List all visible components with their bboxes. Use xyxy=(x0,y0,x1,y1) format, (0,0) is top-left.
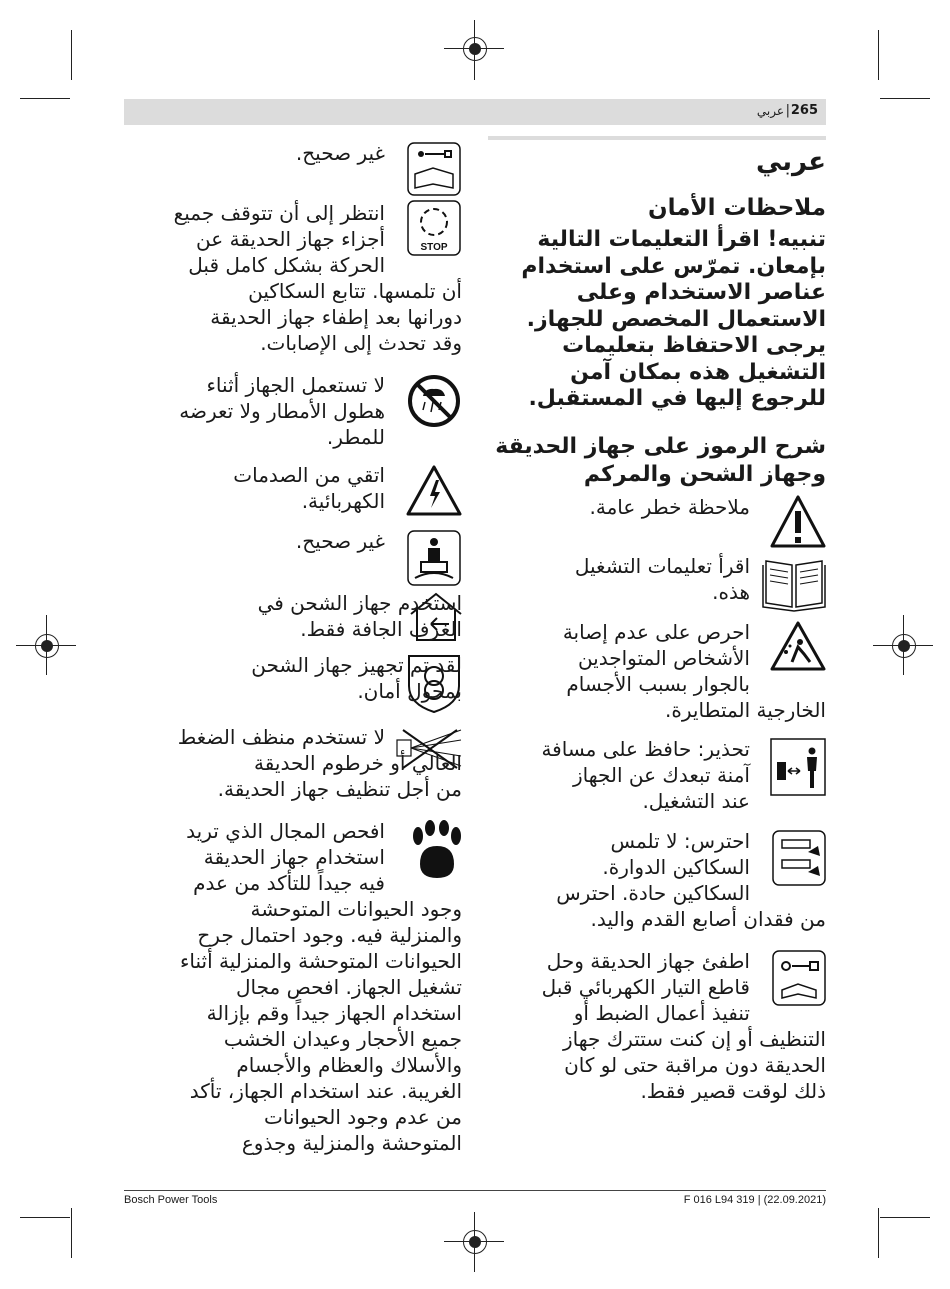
wrong-usage-icon xyxy=(407,142,461,196)
left-no-washer-text: لا تستخدم منظف الضغط xyxy=(177,725,385,749)
symbol-unplug-text: اطفئ جهاز الحديقة وحل قاطع التيار الكهربائي قبل تنفيذ أعمال الضبط أو xyxy=(541,949,750,1025)
symbol-unplug-text-cont: التنظيف أو إن كنت ستترك جهاز الحديقة دون مراقبة حتى لو كان ذلك لوقت قصير فقط. xyxy=(563,1027,826,1103)
symbols-title: شرح الرموز على جهاز الحديقة وجهاز الشحن والمركم xyxy=(495,434,826,487)
general-danger-icon xyxy=(770,494,826,550)
section-title: عربي xyxy=(755,147,826,177)
header-separator: | xyxy=(785,103,790,118)
left-wait-text: انتظر إلى أن تتوقف جميع أجزاء جهاز الحديقة عن الحركة بشكل كامل قبل xyxy=(173,201,385,277)
stop-label: STOP xyxy=(420,242,448,253)
safety-title: ملاحظات الأمان xyxy=(648,195,826,221)
left-transformer-text: لقد تم تجهيز جهاز الشحن بمحول أمان. xyxy=(251,653,462,703)
footer-rule xyxy=(124,1190,826,1191)
page-header xyxy=(124,99,826,125)
electric-shock-icon xyxy=(406,464,462,518)
symbol-safe-distance-text: تحذير: حافظ على مسافة آمنة تبعدك عن الجهاز عند التشغيل. xyxy=(541,737,750,813)
left-wrong-text-2: غير صحيح. xyxy=(295,529,385,553)
safety-warning: تنبيه! اقرأ التعليمات التالية بإمعان. تمرّس على استخدام عناصر الاستخدام وعلى الاستعمال المخصص للجهاز. يرجى الاحتفاظ بتعليمات التشغيل هذه بمكان آمن للرجوع إليها في المستقبل. xyxy=(521,227,826,411)
symbol-bystanders-text: احرص على عدم إصابة الأشخاص المتواجدين بالجوار بسبب الأجسام xyxy=(562,620,750,696)
left-no-washer-text-cont: العالي أو خرطوم الحديقة من أجل تنظيف جهاز الحديقة. xyxy=(217,751,462,801)
symbol-blades-text-cont: من فقدان أصابع القدم واليد. xyxy=(590,907,826,931)
footer-brand: Bosch Power Tools xyxy=(124,1194,218,1206)
left-animals-text-cont: وجود الحيوانات المتوحشة والمنزلية فيه. وجود احتمال جرح الحيوانات المتوحشة والمنزلية أثناء تشغيل الجهاز. افحص مجال استخدام الجهاز جيداً وقم بإزالة جميع الأحجار وعيدان الخشب والأسلاك والعظام والأجسام الغريبة. عند استخدام الجهاز، تأكد من عدم وجود الحيوانات المتوحشة والمنزلية وجذوع xyxy=(179,897,462,1155)
footer-doc-id: F 016 L94 319 | (22.09.2021) xyxy=(683,1194,826,1206)
symbol-general-danger-text: ملاحظة خطر عامة. xyxy=(589,495,750,519)
left-animals-text: افحص المجال الذي تريد استخدام جهاز الحديقة فيه جيداً للتأكد من عدم xyxy=(186,819,385,895)
registration-mark-left xyxy=(35,634,59,658)
left-electric-text: اتقي من الصدمات الكهربائية. xyxy=(233,463,385,513)
header-language: عربي xyxy=(756,104,784,118)
left-wrong-text-1: غير صحيح. xyxy=(295,141,385,165)
left-no-rain-text: لا تستعمل الجهاز أثناء هطول الأمطار ولا تعرضه للمطر. xyxy=(179,373,385,449)
thrown-objects-warning-icon xyxy=(770,620,826,672)
left-dry-room-text: استخدم جهاز الشحن في الغرف الجافة فقط. xyxy=(257,591,462,641)
registration-mark-top xyxy=(463,37,487,61)
no-rain-icon xyxy=(407,374,461,428)
left-wait-text-cont: أن تلمسها. تتابع السكاكين دورانها بعد إطفاء جهاز الحديقة وقد تحدث إلى الإصابات. xyxy=(210,279,462,355)
rotating-blades-icon xyxy=(772,830,826,886)
registration-mark-bottom xyxy=(463,1230,487,1254)
disconnect-plug-icon xyxy=(772,950,826,1006)
instruction-manual-icon xyxy=(762,555,826,613)
symbol-read-manual-text: اقرأ تعليمات التشغيل هذه. xyxy=(574,554,750,604)
wait-stop-icon xyxy=(407,200,461,256)
page-number: 265 xyxy=(790,103,818,118)
symbol-bystanders-text-cont: الخارجية المتطايرة. xyxy=(665,698,826,722)
symbol-blades-text: احترس: لا تلمس السكاكين الدوارة. السكاكين حادة. احترس xyxy=(556,829,750,905)
wrong-usage-person-icon xyxy=(407,530,461,586)
section-rule xyxy=(488,136,826,140)
safe-distance-icon xyxy=(770,738,826,796)
registration-mark-right xyxy=(892,634,916,658)
animal-paw-icon xyxy=(410,820,464,882)
